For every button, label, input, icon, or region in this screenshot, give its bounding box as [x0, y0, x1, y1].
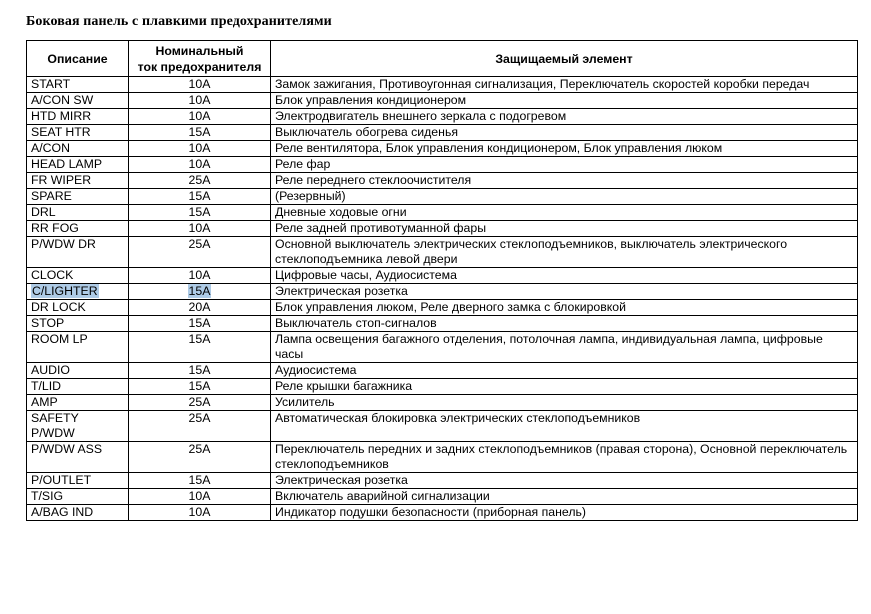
fuse-name: A/CON — [27, 141, 129, 157]
header-description: Описание — [27, 41, 129, 77]
fuse-protected: Электродвигатель внешнего зеркала с подогревом — [271, 109, 858, 125]
selected-fuse-name: C/LIGHTER — [32, 284, 98, 298]
fuse-rating: 15A — [129, 125, 271, 141]
table-header-row — [27, 41, 858, 77]
table-row — [27, 473, 858, 489]
fuse-protected: Электрическая розетка — [271, 473, 858, 489]
fuse-protected: Реле вентилятора, Блок управления кондиционером, Блок управления люком — [271, 141, 858, 157]
fuse-rating: 25A — [129, 411, 271, 442]
fuse-name: SEAT HTR — [27, 125, 129, 141]
document-title: Боковая панель с плавкими предохранителями — [26, 14, 332, 29]
header-rating-line1: Номинальный — [155, 43, 244, 58]
table-row — [27, 332, 858, 363]
fuse-protected: Выключатель обогрева сиденья — [271, 125, 858, 141]
fuse-rating: 25A — [129, 237, 271, 268]
fuse-protected: Цифровые часы, Аудиосистема — [271, 268, 858, 284]
fuse-protected: Включатель аварийной сигнализации — [271, 489, 858, 505]
fuse-rating: 15A — [129, 316, 271, 332]
fuse-protected: (Резервный) — [271, 189, 858, 205]
table-row — [27, 237, 858, 268]
fuse-protected: Реле задней противотуманной фары — [271, 221, 858, 237]
fuse-protected: Блок управления кондиционером — [271, 93, 858, 109]
fuse-name: P/OUTLET — [27, 473, 129, 489]
fuse-rating: 10A — [129, 93, 271, 109]
fuse-rating: 10A — [129, 141, 271, 157]
table-row — [27, 221, 858, 237]
fuse-name: DRL — [27, 205, 129, 221]
fuse-rating: 15A — [129, 189, 271, 205]
fuse-name: AMP — [27, 395, 129, 411]
table-row — [27, 363, 858, 379]
fuse-name: DR LOCK — [27, 300, 129, 316]
table-row — [27, 505, 858, 521]
table-row — [27, 173, 858, 189]
header-rating-line2: ток предохранителя — [137, 59, 262, 74]
fuse-name: FR WIPER — [27, 173, 129, 189]
fuse-name: CLOCK — [27, 268, 129, 284]
fuse-rating: 10A — [129, 109, 271, 125]
fuse-protected: Автоматическая блокировка электрических стеклоподъемников — [271, 411, 858, 442]
table-row — [27, 189, 858, 205]
fuse-rating: 10A — [129, 221, 271, 237]
table-row — [27, 300, 858, 316]
fuse-protected: Реле фар — [271, 157, 858, 173]
fuse-name: STOP — [27, 316, 129, 332]
table-row — [27, 77, 858, 93]
fuse-name: A/CON SW — [27, 93, 129, 109]
table-row-highlighted — [27, 284, 858, 300]
fuse-protected: Аудиосистема — [271, 363, 858, 379]
fuse-table — [26, 40, 858, 521]
fuse-rating — [129, 284, 271, 300]
fuse-protected: Выключатель стоп-сигналов — [271, 316, 858, 332]
fuse-protected: Усилитель — [271, 395, 858, 411]
fuse-name: P/WDW ASS — [27, 442, 129, 473]
fuse-rating: 25A — [129, 442, 271, 473]
fuse-name: A/BAG IND — [27, 505, 129, 521]
fuse-name: SAFETY P/WDW — [27, 411, 129, 442]
fuse-rating: 10A — [129, 505, 271, 521]
fuse-protected: Переключатель передних и задних стеклоподъемников (правая сторона), Основной переключатель стеклоподъемников — [271, 442, 858, 473]
fuse-rating: 15A — [129, 379, 271, 395]
header-protected-element: Защищаемый элемент — [271, 41, 858, 77]
table-row — [27, 141, 858, 157]
table-row — [27, 411, 858, 442]
fuse-rating: 10A — [129, 157, 271, 173]
fuse-name: SPARE — [27, 189, 129, 205]
fuse-name: START — [27, 77, 129, 93]
fuse-name: AUDIO — [27, 363, 129, 379]
table-row — [27, 442, 858, 473]
fuse-protected: Лампа освещения багажного отделения, потолочная лампа, индивидуальная лампа, цифровые часы — [271, 332, 858, 363]
fuse-name: HTD MIRR — [27, 109, 129, 125]
fuse-rating: 25A — [129, 395, 271, 411]
header-rating — [129, 41, 271, 77]
fuse-name — [27, 284, 129, 300]
fuse-protected: Индикатор подушки безопасности (приборная панель) — [271, 505, 858, 521]
table-row — [27, 395, 858, 411]
fuse-protected: Реле переднего стеклоочистителя — [271, 173, 858, 189]
fuse-rating: 15A — [129, 332, 271, 363]
fuse-rating: 15A — [129, 363, 271, 379]
fuse-name: HEAD LAMP — [27, 157, 129, 173]
fuse-protected: Электрическая розетка — [271, 284, 858, 300]
fuse-name: T/SIG — [27, 489, 129, 505]
fuse-rating: 10A — [129, 268, 271, 284]
fuse-protected: Блок управления люком, Реле дверного замка с блокировкой — [271, 300, 858, 316]
table-row — [27, 93, 858, 109]
fuse-protected: Реле крышки багажника — [271, 379, 858, 395]
table-row — [27, 125, 858, 141]
fuse-rating: 20A — [129, 300, 271, 316]
table-row — [27, 157, 858, 173]
table-row — [27, 205, 858, 221]
fuse-protected: Замок зажигания, Противоугонная сигнализация, Переключатель скоростей коробки передач — [271, 77, 858, 93]
table-row — [27, 268, 858, 284]
fuse-protected: Дневные ходовые огни — [271, 205, 858, 221]
fuse-name: P/WDW DR — [27, 237, 129, 268]
table-row — [27, 109, 858, 125]
fuse-rating: 10A — [129, 489, 271, 505]
fuse-name: T/LID — [27, 379, 129, 395]
table-row — [27, 379, 858, 395]
fuse-rating: 15A — [129, 473, 271, 489]
fuse-name: ROOM LP — [27, 332, 129, 363]
table-row — [27, 489, 858, 505]
fuse-rating: 15A — [129, 205, 271, 221]
selected-fuse-rating: 15A — [188, 284, 211, 298]
table-row — [27, 316, 858, 332]
fuse-rating: 25A — [129, 173, 271, 189]
fuse-name: RR FOG — [27, 221, 129, 237]
fuse-rating: 10A — [129, 77, 271, 93]
fuse-protected: Основной выключатель электрических стеклоподъемников, выключатель электрического стеклоподъемника левой двери — [271, 237, 858, 268]
